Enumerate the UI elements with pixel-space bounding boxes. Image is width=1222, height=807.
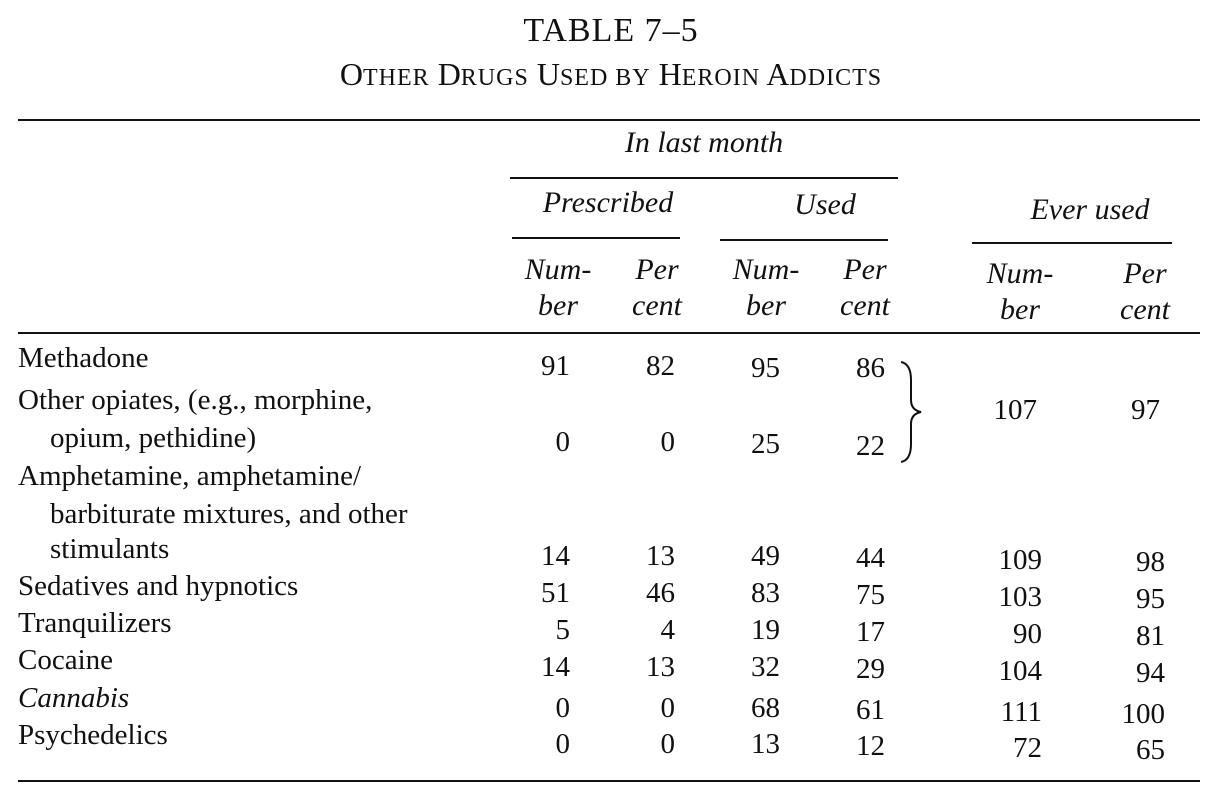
cell-cocaine-ever-number: 104 [998,655,1042,687]
bottom-rule [18,780,1200,782]
cell-cannabis-prescribed-percent: 0 [660,692,675,724]
brace-icon [897,360,927,464]
cell-tranquilizers-used-number: 19 [751,614,780,646]
cell-sedatives-ever-number: 103 [998,581,1042,613]
cell-opiates-prescribed-number: 0 [555,426,570,458]
cell-amphetamine-ever-percent: 98 [1136,546,1165,578]
cell-cannabis-used-percent: 61 [856,694,885,726]
header-ever-used: Ever used [1030,193,1150,226]
cell-opiates-combined-ever-number: 107 [993,394,1037,426]
table-number: TABLE 7–5 [523,12,699,49]
cell-amphetamine-prescribed-number: 14 [541,540,570,572]
cell-tranquilizers-used-percent: 17 [856,616,885,648]
cell-cocaine-prescribed-number: 14 [541,651,570,683]
cell-methadone-prescribed-percent: 82 [646,350,675,382]
group-rule [510,177,898,179]
row-label-cocaine: Cocaine [18,644,114,676]
row-label-methadone: Methadone [18,342,149,374]
cell-tranquilizers-prescribed-number: 5 [555,614,570,646]
cell-sedatives-ever-percent: 95 [1136,583,1165,615]
row-label-tranquilizers: Tranquilizers [18,607,172,639]
cell-amphetamine-prescribed-percent: 13 [646,540,675,572]
row-label-psychedelics: Psychedelics [18,719,168,751]
row-label-other-opiates-1: Other opiates, (e.g., morphine, [18,384,373,416]
cell-cocaine-prescribed-percent: 13 [646,651,675,683]
row-label-amphetamine-1: Amphetamine, amphetamine/ [18,460,362,492]
cell-amphetamine-used-number: 49 [751,540,780,572]
cell-cocaine-used-percent: 29 [856,653,885,685]
cell-sedatives-used-percent: 75 [856,579,885,611]
cell-psychedelics-ever-number: 72 [1013,732,1042,764]
cell-cocaine-used-number: 32 [751,651,780,683]
header-prescribed-percent: Per cent [632,253,682,322]
cell-opiates-prescribed-percent: 0 [660,426,675,458]
cell-opiates-combined-ever-percent: 97 [1131,394,1160,426]
cell-cannabis-ever-percent: 100 [1121,698,1165,730]
header-prescribed: Prescribed [542,186,674,219]
header-used-number: Num- ber [732,253,800,322]
cell-amphetamine-used-percent: 44 [856,542,885,574]
cell-sedatives-prescribed-number: 51 [541,577,570,609]
row-label-cannabis: Cannabis [18,682,130,714]
cell-psychedelics-used-number: 13 [751,728,780,760]
row-label-amphetamine-2: barbiturate mixtures, and other [50,498,408,530]
row-label-amphetamine-3: stimulants [50,533,170,565]
cell-psychedelics-prescribed-number: 0 [555,728,570,760]
cell-opiates-used-percent: 22 [856,430,885,462]
cell-tranquilizers-ever-number: 90 [1013,618,1042,650]
cell-methadone-prescribed-number: 91 [541,350,570,382]
header-prescribed-number: Num- ber [524,253,592,322]
cell-sedatives-used-number: 83 [751,577,780,609]
header-bottom-rule [18,332,1200,334]
cell-tranquilizers-ever-percent: 81 [1136,620,1165,652]
cell-psychedelics-prescribed-percent: 0 [660,728,675,760]
row-label-other-opiates-2: opium, pethidine) [50,422,257,454]
header-used: Used [794,188,856,221]
header-ever-number: Num- ber [986,257,1054,326]
cell-sedatives-prescribed-percent: 46 [646,577,675,609]
header-in-last-month: In last month [624,126,784,159]
cell-cannabis-ever-number: 111 [1000,696,1042,728]
cell-cannabis-used-number: 68 [751,692,780,724]
header-used-percent: Per cent [840,253,890,322]
cell-tranquilizers-prescribed-percent: 4 [660,614,675,646]
ever-used-rule [972,242,1172,244]
cell-methadone-used-number: 95 [751,352,780,384]
prescribed-rule [512,237,680,239]
row-label-sedatives: Sedatives and hypnotics [18,570,299,602]
table-title: OTHER DRUGS USED BY HEROIN ADDICTS [339,56,883,92]
top-rule [18,119,1200,121]
cell-amphetamine-ever-number: 109 [998,544,1042,576]
cell-psychedelics-used-percent: 12 [856,730,885,762]
cell-opiates-used-number: 25 [751,428,780,460]
cell-psychedelics-ever-percent: 65 [1136,734,1165,766]
cell-cannabis-prescribed-number: 0 [555,692,570,724]
used-rule [720,239,888,241]
cell-methadone-used-percent: 86 [856,352,885,384]
cell-cocaine-ever-percent: 94 [1136,657,1165,689]
header-ever-percent: Per cent [1120,257,1170,326]
